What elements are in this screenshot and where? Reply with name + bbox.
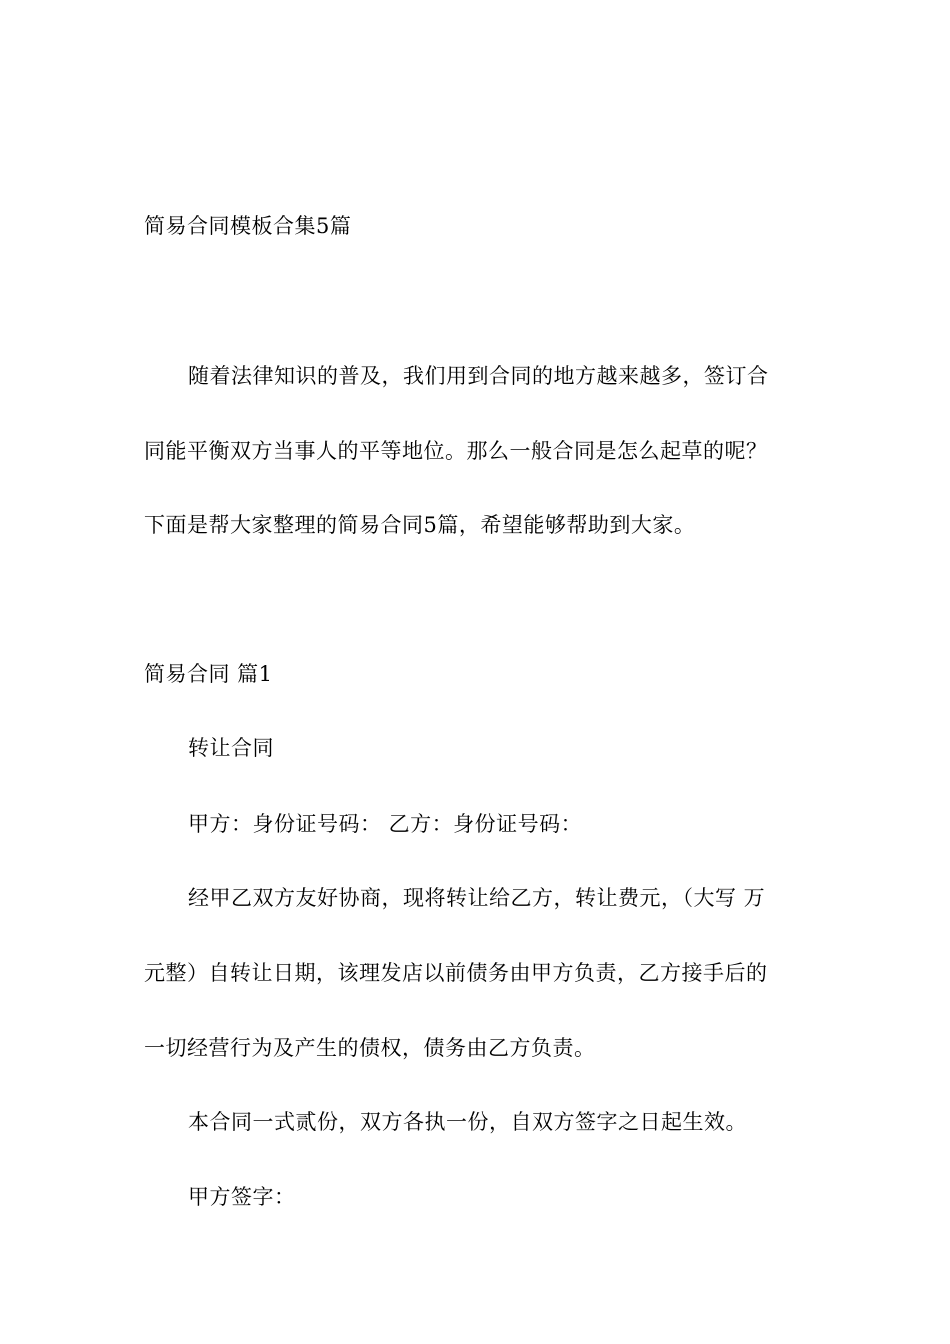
parties-line: 甲方：身份证号码： 乙方：身份证号码： bbox=[188, 812, 583, 836]
paragraph-line: 本合同一式贰份，双方各执一份，自双方签字之日起生效。 bbox=[188, 1110, 747, 1134]
paragraph-line: 元整）自转让日期，该理发店以前债务由甲方负责，乙方接手后的 bbox=[144, 961, 768, 985]
paragraph-line: 经甲乙双方友好协商，现将转让给乙方，转让费元，（大写 万 bbox=[188, 886, 766, 910]
contract-title: 转让合同 bbox=[188, 736, 274, 760]
signature-line: 甲方签字： bbox=[188, 1185, 296, 1209]
document-title: 简易合同模板合集5篇 bbox=[144, 214, 352, 238]
intro-line-3: 下面是帮大家整理的简易合同5篇，希望能够帮助到大家。 bbox=[144, 513, 696, 537]
paragraph-line: 一切经营行为及产生的债权，债务由乙方负责。 bbox=[144, 1036, 596, 1060]
intro-line-2: 同能平衡双方当事人的平等地位。那么一般合同是怎么起草的呢？ bbox=[144, 439, 768, 463]
intro-line-1: 随着法律知识的普及，我们用到合同的地方越来越多，签订合 bbox=[188, 364, 769, 388]
section-heading: 简易合同 篇1 bbox=[144, 662, 273, 686]
